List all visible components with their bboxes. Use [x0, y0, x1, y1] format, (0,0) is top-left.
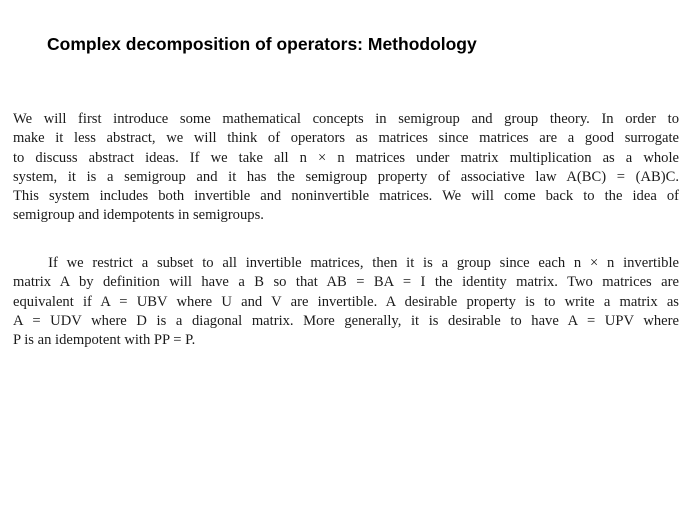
paragraph-line: We will first introduce some mathematical concepts in semigroup and group theory. In order to [13, 111, 679, 127]
paragraph-line: system, it is a semigroup and it has the semigroup property of associative law A(BC) = (AB)C. [13, 168, 679, 185]
paragraph-line: make it less abstract, we will think of operators as matrices since matrices are a good surrogate [13, 130, 679, 147]
paragraph-line: This system includes both invertible and noninvertible matrices. We will come back to the idea of [13, 188, 679, 205]
paragraph-line: A = UDV where D is a diagonal matrix. More generally, it is desirable to have A = UPV where [13, 312, 679, 329]
paragraph-group-invertible [13, 254, 679, 350]
paragraph-line: to discuss abstract ideas. If we take all n × n matrices under matrix multiplication as a whole [13, 149, 679, 166]
slide-title: Complex decomposition of operators: Methodology [47, 34, 477, 54]
paragraph-semigroup-intro [13, 110, 679, 226]
paragraph-line: equivalent if A = UBV where U and V are invertible. A desirable property is to write a matrix as [13, 293, 679, 310]
paragraph-line: P is an idempotent with PP = P. [13, 332, 196, 349]
paragraph-line: semigroup and idempotents in semigroups. [13, 207, 264, 224]
paragraph-line: If we restrict a subset to all invertible matrices, then it is a group since each n × n invertible [13, 255, 679, 271]
paragraph-line: matrix A by definition will have a B so that AB = BA = I the identity matrix. Two matrices are [13, 274, 679, 291]
